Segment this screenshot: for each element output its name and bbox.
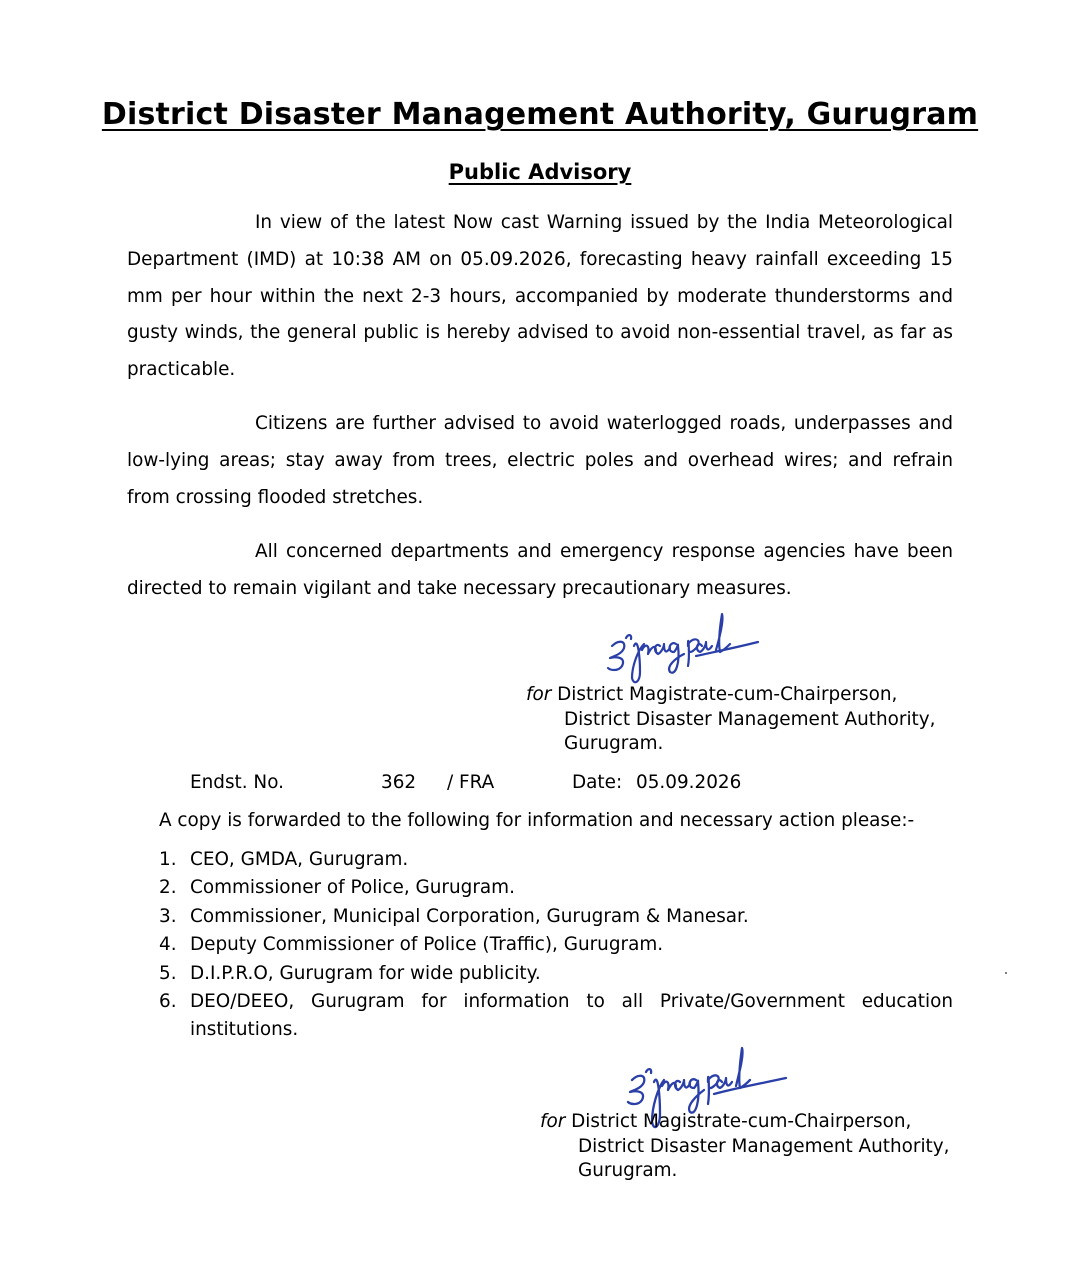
page-title: District Disaster Management Authority, Gurugram <box>101 97 979 132</box>
list-item <box>159 874 953 902</box>
list-item-number: 2. <box>159 877 177 899</box>
signature-for-label: for <box>540 1111 572 1132</box>
list-item-text: CEO, GMDA, Gurugram. <box>190 849 409 870</box>
paragraph-citizen-advice: Citizens are further advised to avoid waterlogged roads, underpasses and low-lying areas; stay away from trees, electric poles and overhead wires; and refrain from crossing flooded stretches. <box>127 413 953 508</box>
paragraph-departments-directive: All concerned departments and emergency response agencies have been directed to remain vigilant and take necessary precautionary measures. <box>127 541 953 599</box>
signature-block <box>526 683 936 757</box>
list-item-text: Commissioner, Municipal Corporation, Gurugram & Manesar. <box>190 905 749 927</box>
list-item-continuation <box>159 1016 953 1044</box>
paragraph-nowcast-warning: In view of the latest Now cast Warning issued by the India Meteorological Department (IMD) at 10:38 AM on 05.09.2026, forecasting heavy rainfall exceeding 15 mm per hour within the next 2-3 hours, accompanied by moderate thunderstorms and gusty winds, the general public is hereby advised to avoid non-essential travel, as far as practicable. <box>127 212 953 381</box>
copy-recipient-list <box>159 846 953 1045</box>
signature-mark <box>604 606 764 690</box>
list-item-text-continued: institutions. <box>190 1019 299 1041</box>
signature-for-label: for <box>526 684 558 705</box>
endorsement-label: Endst. No. <box>190 772 284 793</box>
list-item <box>159 931 953 959</box>
signature-line-3: Gurugram. <box>578 1160 678 1181</box>
endorsement-number: 362 <box>381 772 417 793</box>
list-item-text: Commissioner of Police, Gurugram. <box>190 877 515 899</box>
page-subtitle: Public Advisory <box>448 160 632 184</box>
list-item-text: DEO/DEEO, Gurugram for information to all Private/Government education <box>190 991 953 1013</box>
list-item <box>159 846 953 874</box>
stray-mark <box>1005 972 1007 974</box>
signature-line-1: District Magistrate-cum-Chairperson, <box>571 1111 912 1132</box>
signature-line-3: Gurugram. <box>564 733 664 754</box>
list-item-number: 6. <box>159 991 177 1013</box>
list-item <box>159 903 953 931</box>
signature-line-2: District Disaster Management Authority, <box>578 1135 950 1157</box>
endorsement-suffix: / FRA <box>447 772 495 793</box>
list-item-number: 1. <box>159 849 177 870</box>
list-item-number: 3. <box>159 905 177 927</box>
list-item <box>159 988 953 1016</box>
signature-line-2: District Disaster Management Authority, <box>564 708 936 730</box>
list-item-number: 4. <box>159 934 177 956</box>
copy-forward-intro: A copy is forwarded to the following for information and necessary action please:- <box>159 810 915 831</box>
endorsement-date: 05.09.2026 <box>636 772 742 793</box>
signature-line-1: District Magistrate-cum-Chairperson, <box>557 684 898 705</box>
list-item-number: 5. <box>159 962 177 984</box>
signature-block-2 <box>540 1110 950 1184</box>
list-item-text: D.I.P.R.O, Gurugram for wide publicity. <box>190 962 541 984</box>
list-item <box>159 960 953 988</box>
list-item-text: Deputy Commissioner of Police (Traffic), Gurugram. <box>190 934 664 956</box>
endorsement-date-label: Date: <box>572 772 623 793</box>
